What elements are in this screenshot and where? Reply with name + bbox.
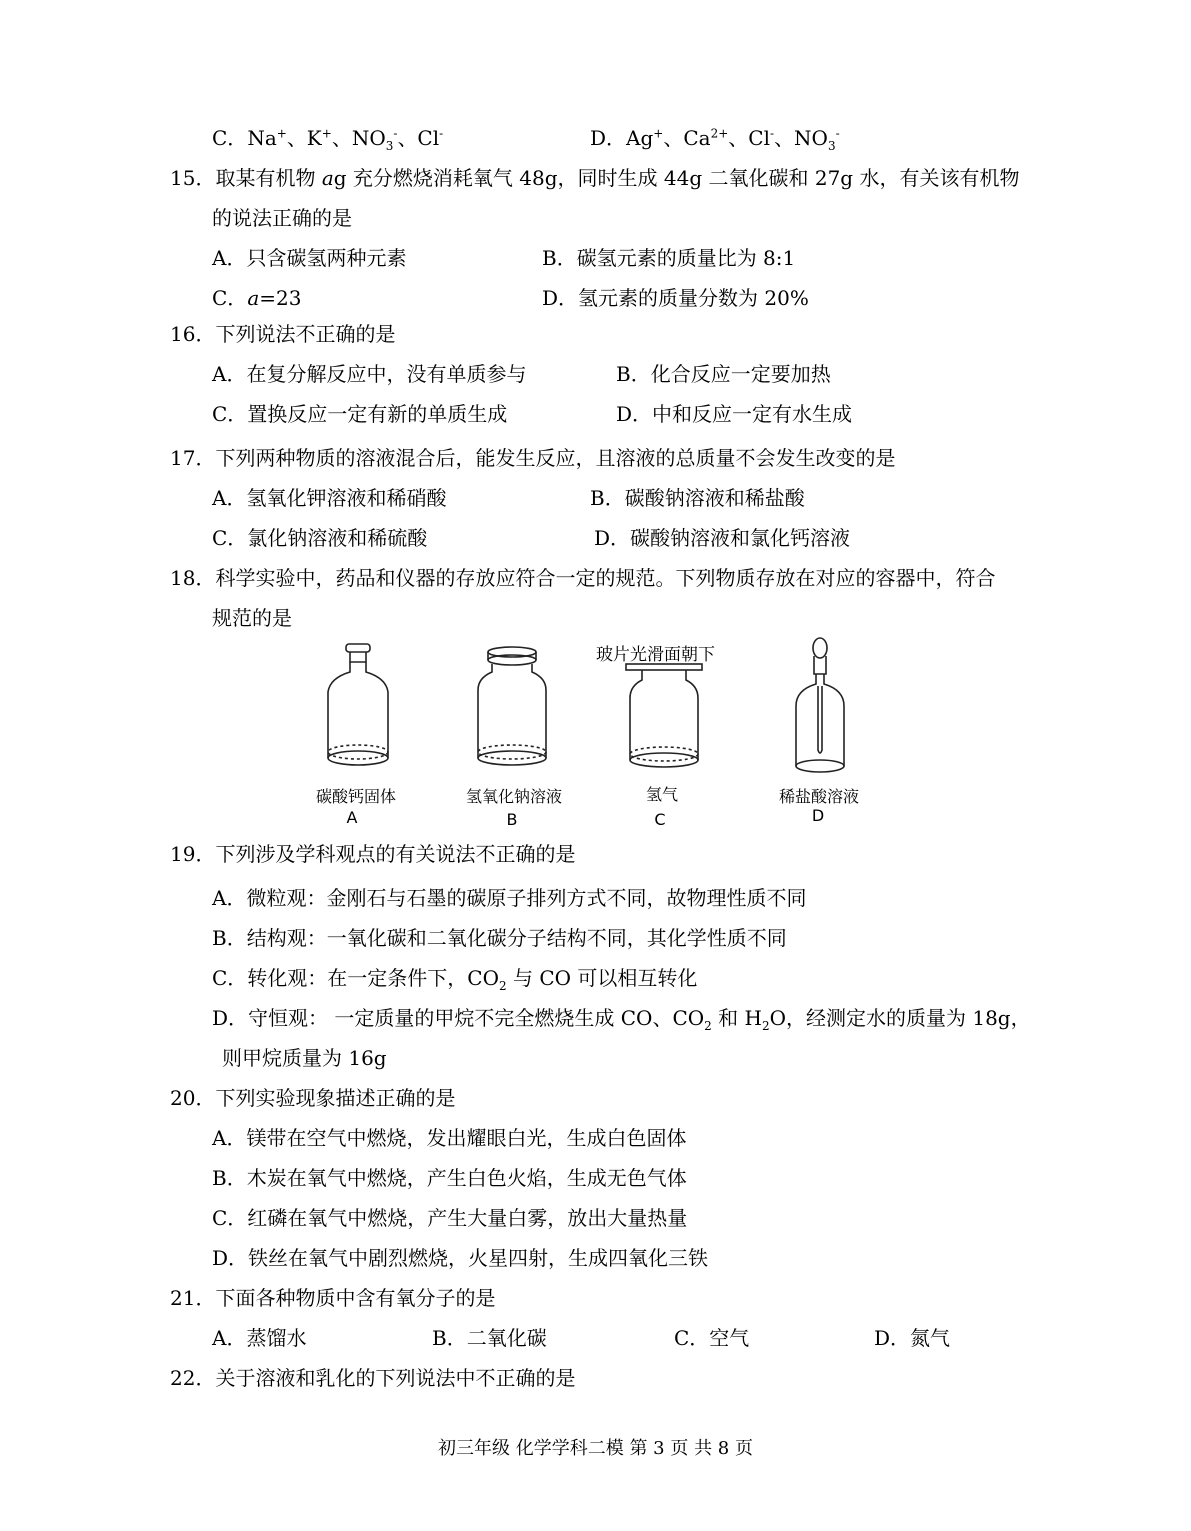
bottle-a-narrow-mouth-icon: [318, 640, 398, 780]
q19-option-d: D．守恒观： 一定质量的甲烷不完全燃烧生成 CO、$CO_2$ 和 $H_2O$，经测定水的质量为 18g，: [212, 1006, 1031, 1033]
q20-option-a: A．镁带在空气中燃烧，发出耀眼白光，生成白色固体: [212, 1126, 687, 1150]
q15-option-a: A．只含碳氢两种元素: [212, 246, 407, 270]
q21-option-d: D．氮气: [874, 1326, 951, 1350]
q22-stem: 22．关于溶液和乳化的下列说法中不正确的是: [170, 1366, 576, 1390]
bottle-d-dropper-icon: [788, 634, 852, 782]
q21-option-c: C．空气: [674, 1326, 750, 1350]
q15-option-b: B．碳氢元素的质量比为 8:1: [542, 246, 796, 270]
q21-option-b: B．二氧化碳: [432, 1326, 547, 1350]
q21-option-a: A．蒸馏水: [212, 1326, 307, 1350]
q16-option-b: B．化合反应一定要加热: [616, 362, 831, 386]
figure-letter-b: B: [506, 810, 518, 829]
q20-stem: 20．下列实验现象描述正确的是: [170, 1086, 456, 1110]
q21-stem: 21．下面各种物质中含有氧分子的是: [170, 1286, 496, 1310]
figure-label-b: 氢氧化钠溶液: [465, 787, 562, 806]
q17-option-b: B．碳酸钠溶液和稀盐酸: [590, 486, 805, 510]
q19-option-d-cont: 则甲烷质量为 16g: [222, 1046, 387, 1070]
figure-label-d: 稀盐酸溶液: [778, 787, 859, 806]
q15-option-d: D．氢元素的质量分数为 20%: [542, 286, 809, 310]
q15-option-c: C．a=23: [212, 286, 302, 310]
q14-option-d: D．Ag+、$Ca^{2+}$、Cl-、$NO_3^-$: [590, 126, 840, 153]
q16-option-c: C．置换反应一定有新的单质生成: [212, 402, 508, 426]
figure-letter-a: A: [346, 808, 358, 827]
figure-letter-c: C: [654, 810, 666, 829]
q17-option-a: A．氢氧化钾溶液和稀硝酸: [212, 486, 447, 510]
bottle-b-wide-mouth-icon: [470, 640, 554, 780]
figure-label-c: 氢气: [645, 785, 678, 804]
q17-stem: 17．下列两种物质的溶液混合后，能发生反应，且溶液的总质量不会发生改变的是: [170, 446, 896, 470]
q19-stem: 19．下列涉及学科观点的有关说法不正确的是: [170, 842, 576, 866]
q18-stem: 18．科学实验中，药品和仪器的存放应符合一定的规范。下列物质存放在对应的容器中，符合: [170, 566, 996, 590]
q15-stem-cont: 的说法正确的是: [212, 206, 352, 230]
figure-letter-d: D: [811, 806, 825, 825]
q19-option-b: B．结构观：一氧化碳和二氧化碳分子结构不同，其化学性质不同: [212, 926, 787, 950]
q17-option-c: C．氯化钠溶液和稀硫酸: [212, 526, 428, 550]
q14-option-c: C．Na+、K+、$NO_3^-$、Cl-: [212, 126, 444, 153]
q17-option-d: D．碳酸钠溶液和氯化钙溶液: [594, 526, 851, 550]
q19-option-a: A．微粒观：金刚石与石墨的碳原子排列方式不同，故物理性质不同: [212, 886, 807, 910]
q16-option-d: D．中和反应一定有水生成: [616, 402, 853, 426]
q15-stem: 15．取某有机物 ag 充分燃烧消耗氧气 48g，同时生成 44g 二氧化碳和 27g 水，有关该有机物: [170, 166, 1020, 190]
q18-stem-cont: 规范的是: [212, 606, 292, 630]
q20-option-c: C．红磷在氧气中燃烧，产生大量白雾，放出大量热量: [212, 1206, 688, 1230]
figure-top-note: 玻片光滑面朝下: [596, 645, 715, 665]
q16-option-a: A．在复分解反应中，没有单质参与: [212, 362, 527, 386]
q16-stem: 16．下列说法不正确的是: [170, 322, 396, 346]
q19-option-c: C．转化观：在一定条件下，$CO_2$ 与 CO 可以相互转化: [212, 966, 698, 993]
q20-option-b: B．木炭在氧气中燃烧，产生白色火焰，生成无色气体: [212, 1166, 687, 1190]
bottle-c-gas-jar-icon: [624, 660, 704, 780]
page-footer: 初三年级 化学学科二模 第 3 页 共 8 页: [438, 1438, 753, 1459]
q20-option-d: D．铁丝在氧气中剧烈燃烧，火星四射，生成四氧化三铁: [212, 1246, 709, 1270]
figure-label-a: 碳酸钙固体: [315, 787, 396, 806]
